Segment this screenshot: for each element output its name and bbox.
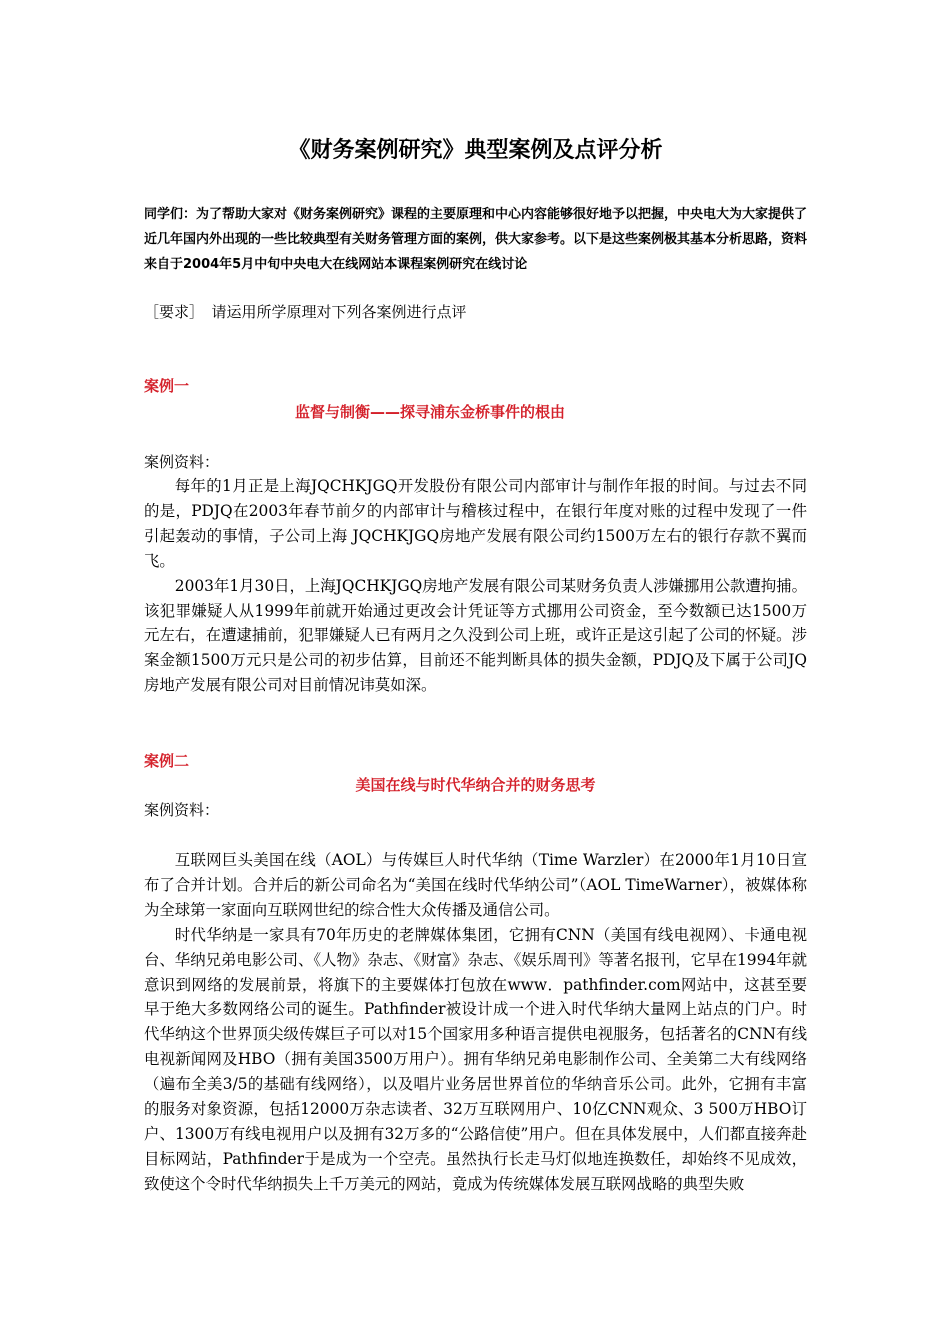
intro-paragraph: 同学们：为了帮助大家对《财务案例研究》课程的主要原理和中心内容能够很好地予以把握，中央电大为大家提供了近几年国内外出现的一些比较典型有关财务管理方面的案例，供大家参考。以下是这些案例极其基本分析思路，资料来自于2004年5月中旬中央电大在线网站本课程案例研究在线讨论 xyxy=(144,207,808,272)
case2-label: 案例二 xyxy=(144,752,190,770)
case1-paragraph: 每年的1月正是上海JQCHKJGQ开发股份有限公司内部审计与制作年报的时间。与过去不同的是，PDJQ在2003年春节前夕的内部审计与稽核过程中，在银行年度对账的过程中发现了一件引起轰动的事情，子公司上海 JQCHKJGQ房地产发展有限公司约1500万左右的银行存款不翼而飞。 xyxy=(144,477,807,570)
case1-paragraph: 2003年1月30日，上海JQCHKJGQ房地产发展有限公司某财务负责人涉嫌挪用公款遭拘捕。该犯罪嫌疑人从1999年前就开始通过更改会计凭证等方式挪用公司资金，至今数额已达1500万元左右，在遭逮捕前，犯罪嫌疑人已有两月之久没到公司上班，或许正是这引起了公司的怀疑。涉案金额1500万元只是公司的初步估算，目前还不能判断具体的损失金额，PDJQ及下属于公司JQ房地产发展有限公司对目前情况讳莫如深。 xyxy=(144,576,808,695)
case1-body xyxy=(144,474,807,698)
case2-body xyxy=(144,848,807,1197)
case1-label: 案例一 xyxy=(144,377,190,395)
case2-title: 美国在线与时代华纳合并的财务思考 xyxy=(355,776,596,794)
case1-title: 监督与制衡——探寻浦东金桥事件的根由 xyxy=(294,403,565,421)
document-title: 《财务案例研究》典型案例及点评分析 xyxy=(288,138,663,163)
case2-material-label: 案例资料： xyxy=(144,801,220,819)
requirement-line: ［要求］ 请运用所学原理对下列各案例进行点评 xyxy=(144,303,467,321)
case1-material-label: 案例资料： xyxy=(144,453,220,471)
case2-paragraph: 互联网巨头美国在线（AOL）与传媒巨人时代华纳（Time Warzler）在2000年1月10日宣布了合并计划。合并后的新公司命名为“美国在线时代华纳公司”（AOL TimeWarner），被媒体称为全球第一家面向互联网世纪的综合性大众传播及通信公司。 xyxy=(144,851,807,919)
case2-paragraph: 时代华纳是一家具有70年历史的老牌媒体集团，它拥有CNN（美国有线电视网）、卡通电视台、华纳兄弟电影公司、《人物》杂志、《财富》杂志、《娱乐周刊》等著名报刊，它早在1994年就意识到网络的发展前景，将旗下的主要媒体打包放在www．pathfinder.com网站中，这甚至要早于绝大多数网络公司的诞生。Pathfinder被设计成一个进入时代华纳大量网上站点的门户。时代华纳这个世界顶尖级传媒巨子可以对15个国家用多种语言提供电视服务，包括著名的CNN有线电视新闻网及HBO（拥有美国3500万用户）。拥有华纳兄弟电影制作公司、全美第二大有线网络（遍布全美3/5的基础有线网络），以及唱片业务居世界首位的华纳音乐公司。此外，它拥有丰富的服务对象资源，包括12000万杂志读者、32万互联网用户、10亿CNN观众、3 500万HBO订户、1300万有线电视用户以及拥有32万多的“公路信使”用户。但在具体发展中，人们都直接奔赴目标网站，Pathfinder于是成为一个空壳。虽然执行长走马灯似地连换数任，却始终不见成效，致使这个令时代华纳损失上千万美元的网站，竟成为传统媒体发展互联网战略的典型失败 xyxy=(144,925,807,1193)
